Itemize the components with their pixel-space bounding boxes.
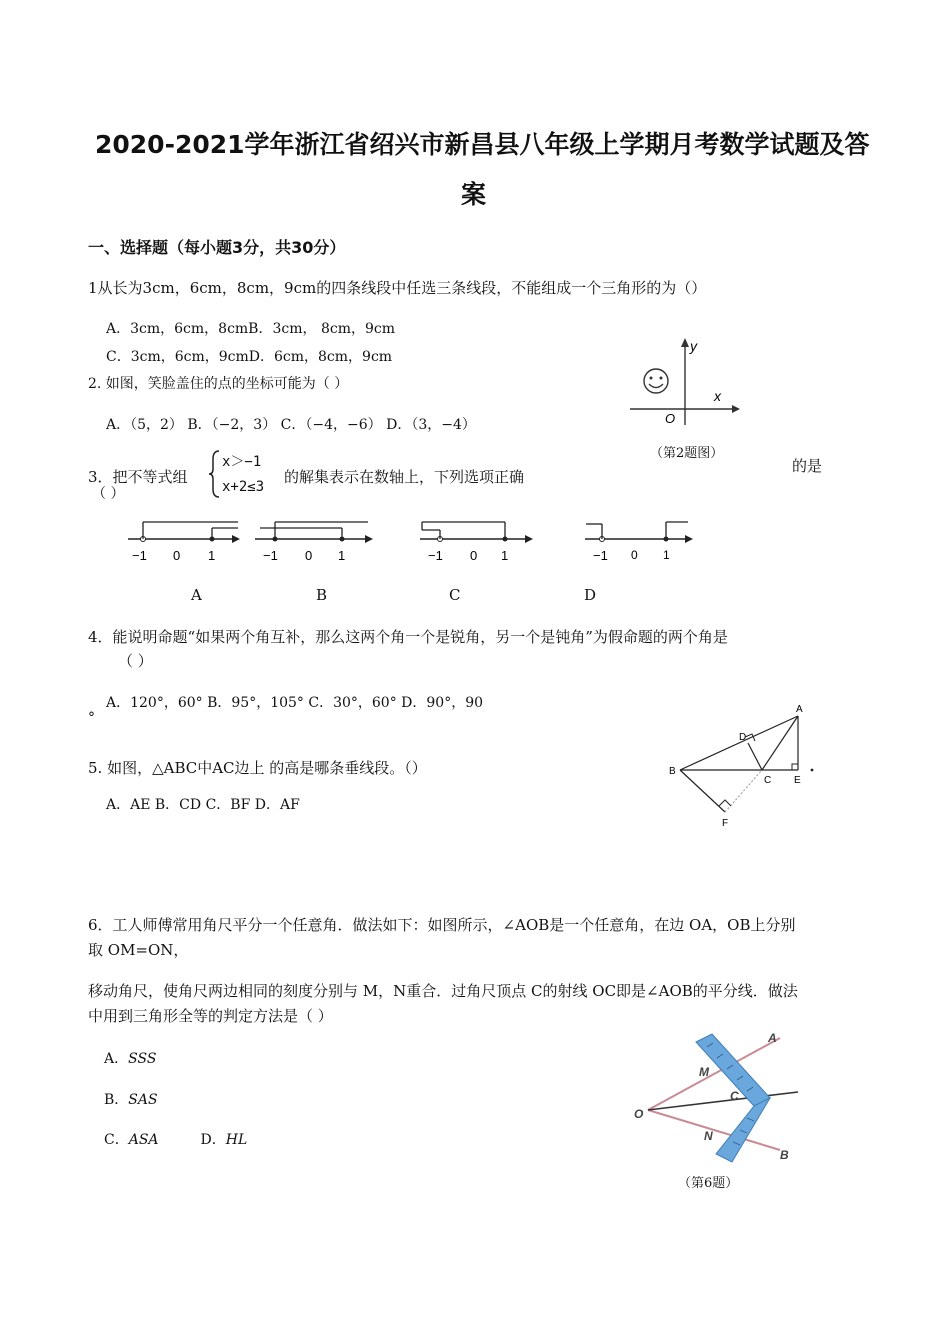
q2-caption: （第2题图） xyxy=(650,446,724,461)
q5-label-d: D xyxy=(739,732,747,743)
q6-option-a-letter: A． xyxy=(104,1051,129,1067)
q5-triangle-figure xyxy=(660,700,830,835)
q4-paren: （ ） xyxy=(118,652,153,670)
doc-title-line1: 2020-2021学年浙江省绍兴市新昌县八年级上学期月考数学试题及答 xyxy=(95,130,870,159)
q6-label-n: N xyxy=(704,1129,713,1143)
q5-options: A．AE B．CD C．BF D．AF xyxy=(106,797,300,813)
q3-end: 的是 xyxy=(792,457,823,475)
tick-label: −1 xyxy=(593,548,608,563)
q1-options-cd: C．3cm，6cm，9cmD．6cm，8cm，9cm xyxy=(106,349,393,365)
number-line-b xyxy=(255,522,373,563)
tick-label: 0 xyxy=(173,548,181,563)
q3-label-a: A xyxy=(191,586,202,604)
q2-figure xyxy=(620,335,745,430)
q6-stem-line2: 取 OM=ON， xyxy=(88,941,189,959)
q3-label-c: C xyxy=(449,586,461,604)
q3-label-b: B xyxy=(316,586,328,604)
q6-option-b-letter: B． xyxy=(104,1092,129,1108)
q6-stem-line1: 6．工人师傅常用角尺平分一个任意角．做法如下：如图所示，∠AOB是一个任意角，在边 OA，OB上分别 xyxy=(88,916,796,934)
tick-label: −1 xyxy=(263,548,278,563)
q6-option-cd xyxy=(104,1129,247,1149)
q6-caption: （第6题） xyxy=(678,1176,739,1191)
smiley-face-icon xyxy=(644,369,668,393)
q3-label-d: D xyxy=(584,586,597,604)
tick-label: 1 xyxy=(338,548,346,563)
tick-label: 0 xyxy=(305,548,313,563)
q5-label-a: A xyxy=(796,704,803,715)
q3-prefix: 3．把不等式组 xyxy=(88,468,188,486)
q3-brace-icon xyxy=(207,449,221,499)
q6-option-b xyxy=(104,1089,158,1109)
number-line-c xyxy=(420,522,533,563)
q4-stem: 4．能说明命题“如果两个角互补，那么这两个角一个是锐角，另一个是钝角”为假命题的两个角是 xyxy=(88,628,728,646)
q6-label-a: A xyxy=(768,1031,777,1045)
tick-label: 0 xyxy=(631,548,638,562)
q3-inequality-1: x＞−1 xyxy=(222,454,262,470)
q6-option-b-text: SAS xyxy=(128,1092,158,1108)
tick-label: 1 xyxy=(208,548,216,563)
q6-option-c-text: ASA xyxy=(128,1132,159,1148)
q1-options-ab: A．3cm，6cm，8cmB．3cm， 8cm，9cm xyxy=(106,321,395,337)
q6-option-c-letter: C． xyxy=(104,1132,129,1148)
q5-label-f: F xyxy=(722,818,729,829)
q4-options: A．120°，60° B．95°，105° C．30°，60° D．90°，90 xyxy=(106,695,484,711)
tick-label: −1 xyxy=(428,548,443,563)
q5-stem: 5. 如图，△ABC中AC边上 的高是哪条垂线段。（） xyxy=(88,759,427,777)
q6-label-o: O xyxy=(634,1107,644,1121)
number-line-d xyxy=(585,522,693,563)
q2-origin-label: O xyxy=(665,411,676,426)
q2-x-label: x xyxy=(714,388,721,404)
q3-inequality-2: x+2≤3 xyxy=(222,479,265,495)
q2-y-label: y xyxy=(690,338,697,354)
q3-suffix: 的解集表示在数轴上，下列选项正确 xyxy=(284,468,525,486)
doc-title-line2: 案 xyxy=(461,180,487,209)
q2-options: A．（5，2） B．（−2，3） C．（−4，−6） D．（3，−4） xyxy=(106,417,476,433)
q6-label-b: B xyxy=(780,1148,789,1162)
q5-label-e: E xyxy=(794,775,801,786)
tick-label: 0 xyxy=(470,548,478,563)
q6-stem-line3: 移动角尺，使角尺两边相同的刻度分别与 M，N重合．过角尺顶点 C的射线 OC即是∠AOB的平分线．做法 xyxy=(88,982,798,1000)
q4-options-tail: ° xyxy=(88,710,95,726)
q6-angle-ruler-figure xyxy=(630,1028,805,1168)
q6-option-d-letter: D． xyxy=(200,1132,226,1148)
q6-option-d-text: HL xyxy=(225,1132,248,1148)
q5-label-b: B xyxy=(669,766,676,777)
q6-label-c: C xyxy=(730,1089,739,1103)
q6-label-m: M xyxy=(699,1065,709,1079)
tick-label: 1 xyxy=(663,548,670,562)
q3-number-lines xyxy=(110,512,710,572)
q2-stem: 2. 如图，笑脸盖住的点的坐标可能为（ ） xyxy=(88,376,349,392)
q3-paren: （ ） xyxy=(92,486,125,502)
q5-label-c: C xyxy=(764,775,772,786)
q6-option-a xyxy=(104,1048,156,1068)
q1-stem: 1从长为3cm，6cm，8cm，9cm的四条线段中任选三条线段，不能组成一个三角形的为（） xyxy=(88,279,707,297)
section-header: 一、选择题（每小题3分，共30分） xyxy=(88,238,346,257)
tick-label: −1 xyxy=(132,548,147,563)
q6-stem-line4: 中用到三角形全等的判定方法是（ ） xyxy=(88,1007,333,1025)
number-line-a xyxy=(128,522,240,563)
tick-label: 1 xyxy=(501,548,509,563)
q6-option-a-text: SSS xyxy=(128,1051,157,1067)
